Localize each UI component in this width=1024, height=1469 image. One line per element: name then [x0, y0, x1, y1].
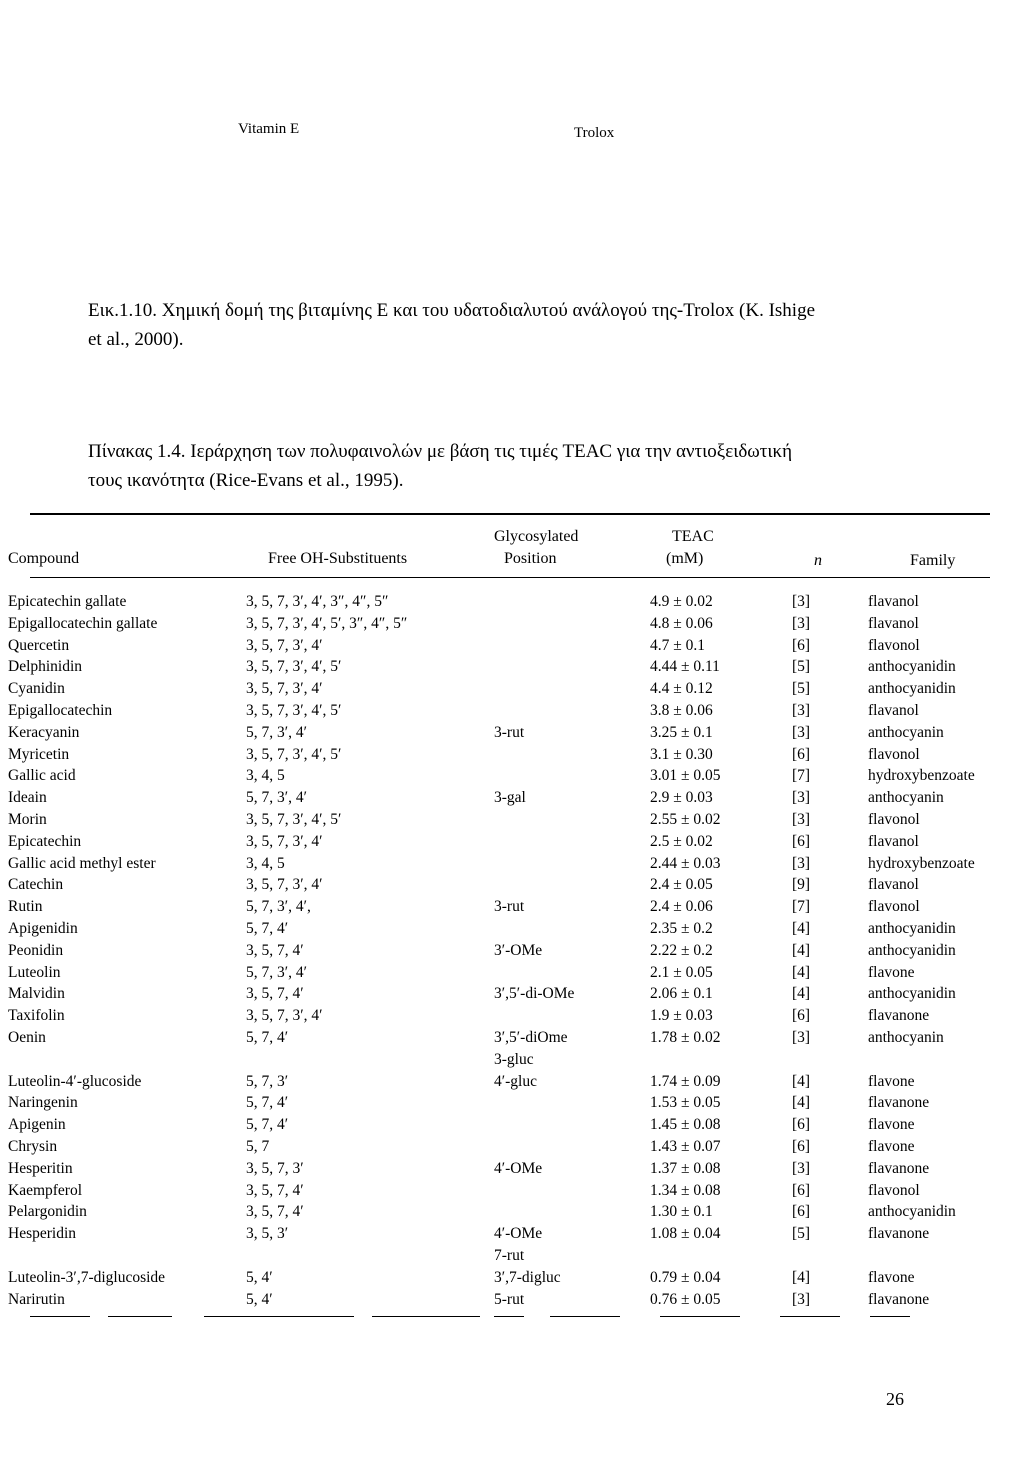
- family-cell: flavone: [868, 1138, 915, 1155]
- compound-cell: Luteolin-4′-glucoside: [8, 1072, 142, 1090]
- compound-cell: Naringenin: [8, 1094, 78, 1112]
- family-cell: flavone: [868, 963, 915, 981]
- free-oh-cell: 3, 5, 7, 3′, 4′, 5′: [246, 658, 342, 676]
- n-cell: [4]: [792, 920, 811, 937]
- teac-cell: 2.5 ± 0.02: [650, 832, 713, 850]
- table-caption-line-1: Πίνακας 1.4. Ιεράρχηση των πολυφαινολών με βάση τις τιμές TEAC για την αντιοξειδωτική: [88, 441, 793, 462]
- table-row: [0, 744, 1024, 765]
- compound-cell: Gallic acid: [8, 767, 76, 785]
- glycosylated-cell: 3-rut: [494, 723, 525, 741]
- n-cell: [3]: [792, 854, 811, 872]
- glycosylated-cell: 3′,5′-diOme: [494, 1029, 568, 1046]
- compound-cell: Cyanidin: [8, 680, 65, 698]
- table-row: [0, 1180, 1024, 1201]
- compound-cell: Chrysin: [8, 1138, 58, 1155]
- table-row: [0, 635, 1024, 656]
- free-oh-cell: 5, 7, 3′: [246, 1072, 289, 1090]
- teac-cell: 3.1 ± 0.30: [650, 745, 713, 763]
- family-cell: flavone: [868, 1116, 915, 1134]
- glycosylated-cell: 7-rut: [494, 1247, 525, 1264]
- free-oh-cell: 5, 7, 3′, 4′: [246, 963, 308, 981]
- table-row: [0, 722, 1024, 743]
- free-oh-cell: 5, 7, 4′: [246, 1029, 289, 1046]
- free-oh-cell: 3, 5, 7, 4′: [246, 985, 304, 1003]
- teac-cell: 0.76 ± 0.05: [650, 1290, 721, 1308]
- teac-cell: 1.08 ± 0.04: [650, 1225, 721, 1243]
- teac-cell: 1.53 ± 0.05: [650, 1094, 721, 1112]
- teac-cell: 2.4 ± 0.05: [650, 876, 713, 894]
- table-row: [0, 1005, 1024, 1026]
- header-teac: TEAC: [672, 528, 714, 545]
- teac-cell: 1.78 ± 0.02: [650, 1029, 721, 1046]
- compound-cell: Ideain: [8, 789, 47, 807]
- family-cell: flavanone: [868, 1007, 930, 1025]
- family-cell: anthocyanidin: [868, 920, 956, 937]
- free-oh-cell: 5, 7, 4′: [246, 920, 289, 937]
- teac-cell: 0.79 ± 0.04: [650, 1268, 721, 1286]
- compound-cell: Luteolin: [8, 963, 61, 981]
- compound-cell: Catechin: [8, 876, 64, 894]
- n-cell: [3]: [792, 1029, 811, 1046]
- bottom-rule-segment: [372, 1316, 480, 1317]
- bottom-rule-segment: [780, 1316, 840, 1317]
- bottom-rule-segment: [108, 1316, 172, 1317]
- n-cell: [4]: [792, 1072, 811, 1090]
- n-cell: [3]: [792, 789, 811, 807]
- teac-cell: 2.44 ± 0.03: [650, 854, 721, 872]
- free-oh-cell: 3, 5, 7, 4′: [246, 941, 304, 959]
- family-cell: flavanone: [868, 1290, 930, 1308]
- table-row: [0, 853, 1024, 874]
- free-oh-cell: 3, 5, 7, 3′, 4′: [246, 1007, 323, 1025]
- table-row: [0, 1158, 1024, 1179]
- teac-cell: 2.06 ± 0.1: [650, 985, 713, 1003]
- compound-cell: Epicatechin: [8, 832, 82, 850]
- free-oh-cell: 3, 5, 7, 3′, 4′, 5′: [246, 702, 342, 719]
- compound-cell: Myricetin: [8, 745, 70, 763]
- free-oh-cell: 5, 4′: [246, 1268, 273, 1286]
- n-cell: [3]: [792, 1159, 811, 1177]
- n-cell: [5]: [792, 680, 811, 698]
- table-row: [0, 918, 1024, 939]
- family-cell: flavonol: [868, 811, 920, 828]
- compound-cell: Rutin: [8, 898, 43, 916]
- bottom-rule-segment: [870, 1316, 910, 1317]
- header-family: Family: [910, 552, 956, 569]
- family-cell: hydroxybenzoate: [868, 767, 975, 785]
- teac-cell: 1.30 ± 0.1: [650, 1203, 713, 1221]
- table-row: [0, 700, 1024, 721]
- table-row: [0, 1071, 1024, 1092]
- free-oh-cell: 5, 7: [246, 1138, 270, 1155]
- teac-cell: 1.9 ± 0.03: [650, 1007, 713, 1025]
- compound-cell: Taxifolin: [8, 1007, 65, 1025]
- family-cell: anthocyanidin: [868, 680, 956, 698]
- n-cell: [6]: [792, 1181, 811, 1199]
- bottom-rule-segment: [30, 1316, 90, 1317]
- table-row: [0, 1223, 1024, 1244]
- table-caption-line-2: τους ικανότητα (Rice-Evans et al., 1995).: [88, 470, 404, 491]
- compound-cell: Malvidin: [8, 985, 65, 1003]
- header-position: Position: [504, 550, 557, 567]
- glycosylated-cell: 4′-OMe: [494, 1225, 543, 1243]
- family-cell: anthocyanidin: [868, 658, 956, 676]
- glycosylated-cell: 3-rut: [494, 898, 525, 916]
- table-row: [0, 1114, 1024, 1135]
- table-row: [0, 940, 1024, 961]
- table-header-rule: [30, 577, 990, 578]
- n-cell: [6]: [792, 636, 811, 654]
- table-row: [0, 678, 1024, 699]
- table-row: [0, 1136, 1024, 1157]
- compound-cell: Luteolin-3′,7-diglucoside: [8, 1268, 166, 1286]
- teac-cell: 3.25 ± 0.1: [650, 723, 713, 741]
- trolox-label: Trolox: [574, 125, 615, 141]
- bottom-rule-segment: [550, 1316, 620, 1317]
- n-cell: [6]: [792, 1116, 811, 1134]
- table-top-rule: [30, 513, 990, 515]
- header-compound: Compound: [8, 550, 80, 567]
- glycosylated-cell: 4′-OMe: [494, 1159, 543, 1177]
- free-oh-cell: 3, 5, 7, 3′, 4′: [246, 876, 323, 894]
- compound-cell: Gallic acid methyl ester: [8, 854, 156, 872]
- family-cell: anthocyanin: [868, 723, 944, 741]
- table-row: [0, 809, 1024, 830]
- table-row: [0, 613, 1024, 634]
- bottom-rule-segment: [660, 1316, 740, 1317]
- glycosylated-cell: 3′,7-digluc: [494, 1268, 561, 1286]
- family-cell: flavonol: [868, 1181, 920, 1199]
- free-oh-cell: 3, 5, 7, 3′, 4′: [246, 832, 323, 850]
- compound-cell: Hesperidin: [8, 1225, 77, 1243]
- bottom-rule-segment: [494, 1316, 524, 1317]
- table-row: [0, 896, 1024, 917]
- figure-caption: [88, 296, 815, 354]
- compound-cell: Epigallocatechin gallate: [8, 614, 158, 632]
- teac-cell: 4.44 ± 0.11: [650, 658, 720, 676]
- family-cell: flavone: [868, 1268, 915, 1286]
- n-cell: [4]: [792, 1094, 811, 1112]
- n-cell: [3]: [792, 723, 811, 741]
- n-cell: [6]: [792, 1203, 811, 1221]
- glycosylated-cell: 3′-OMe: [494, 941, 543, 959]
- teac-cell: 2.55 ± 0.02: [650, 811, 721, 828]
- header-teac-unit: (mM): [666, 550, 704, 567]
- free-oh-cell: 3, 5, 7, 3′: [246, 1159, 304, 1177]
- n-cell: [4]: [792, 985, 811, 1003]
- compound-cell: Epicatechin gallate: [8, 593, 127, 610]
- table-row: [0, 1201, 1024, 1222]
- family-cell: anthocyanidin: [868, 1203, 956, 1221]
- teac-cell: 4.4 ± 0.12: [650, 680, 713, 698]
- n-cell: [7]: [792, 767, 811, 785]
- family-cell: flavanone: [868, 1225, 930, 1243]
- n-cell: [3]: [792, 593, 811, 610]
- table-row: [0, 765, 1024, 786]
- family-cell: flavanol: [868, 832, 919, 850]
- n-cell: [7]: [792, 898, 811, 916]
- table-row: [0, 962, 1024, 983]
- free-oh-cell: 3, 5, 7, 4′: [246, 1181, 304, 1199]
- family-cell: flavanol: [868, 876, 919, 894]
- free-oh-cell: 3, 5, 7, 3′, 4′, 3″, 4″, 5″: [246, 593, 389, 610]
- header-free-oh: Free OH-Substituents: [268, 550, 408, 567]
- free-oh-cell: 3, 5, 7, 3′, 4′: [246, 636, 323, 654]
- teac-cell: 4.9 ± 0.02: [650, 593, 713, 610]
- table-row: [0, 591, 1024, 612]
- free-oh-cell: 5, 7, 3′, 4′: [246, 789, 308, 807]
- glycosylated-cell: 5-rut: [494, 1290, 525, 1308]
- free-oh-cell: 3, 5, 7, 3′, 4′, 5′, 3″, 4″, 5″: [246, 614, 408, 632]
- glycosylated-cell: 3-gluc: [494, 1050, 534, 1068]
- free-oh-cell: 5, 7, 3′, 4′,: [246, 898, 311, 916]
- teac-cell: 2.4 ± 0.06: [650, 898, 713, 916]
- table-row: [0, 656, 1024, 677]
- free-oh-cell: 5, 4′: [246, 1290, 273, 1308]
- compound-cell: Morin: [8, 811, 47, 828]
- table-row: [0, 983, 1024, 1004]
- compound-cell: Narirutin: [8, 1290, 65, 1308]
- compound-cell: Pelargonidin: [8, 1203, 87, 1221]
- vitamin-e-label: Vitamin E: [238, 121, 300, 137]
- bottom-rule-segment: [204, 1316, 354, 1317]
- teac-cell: 2.1 ± 0.05: [650, 963, 713, 981]
- table-row: [0, 1092, 1024, 1113]
- compound-cell: Keracyanin: [8, 723, 80, 741]
- table-caption: [88, 437, 792, 495]
- table-row: [0, 1049, 1024, 1070]
- free-oh-cell: 3, 4, 5: [246, 767, 285, 785]
- n-cell: [5]: [792, 1225, 811, 1243]
- header-glycosylated: Glycosylated: [494, 528, 579, 545]
- compound-cell: Quercetin: [8, 636, 70, 654]
- n-cell: [6]: [792, 832, 811, 850]
- n-cell: [4]: [792, 941, 811, 959]
- compound-cell: Hesperitin: [8, 1159, 73, 1177]
- teac-cell: 1.45 ± 0.08: [650, 1116, 721, 1134]
- n-cell: [9]: [792, 876, 811, 894]
- n-cell: [4]: [792, 963, 811, 981]
- header-n: n: [814, 552, 822, 569]
- family-cell: flavonol: [868, 636, 920, 654]
- family-cell: flavanol: [868, 614, 919, 632]
- free-oh-cell: 3, 5, 7, 4′: [246, 1203, 304, 1221]
- family-cell: anthocyanidin: [868, 985, 956, 1003]
- n-cell: [6]: [792, 1138, 811, 1155]
- family-cell: anthocyanin: [868, 1029, 944, 1046]
- table-row: [0, 1245, 1024, 1266]
- compound-cell: Kaempferol: [8, 1181, 83, 1199]
- n-cell: [3]: [792, 811, 811, 828]
- free-oh-cell: 5, 7, 4′: [246, 1094, 289, 1112]
- free-oh-cell: 3, 5, 7, 3′, 4′, 5′: [246, 745, 342, 763]
- teac-cell: 1.37 ± 0.08: [650, 1159, 721, 1177]
- table-row: [0, 1289, 1024, 1310]
- compound-cell: Peonidin: [8, 941, 64, 959]
- teac-cell: 1.43 ± 0.07: [650, 1138, 721, 1155]
- compound-cell: Apigenin: [8, 1116, 66, 1134]
- family-cell: flavanol: [868, 593, 919, 610]
- teac-cell: 3.01 ± 0.05: [650, 767, 721, 785]
- n-cell: [4]: [792, 1268, 811, 1286]
- free-oh-cell: 3, 5, 3′: [246, 1225, 289, 1243]
- family-cell: flavone: [868, 1072, 915, 1090]
- compound-cell: Oenin: [8, 1029, 46, 1046]
- family-cell: flavanol: [868, 702, 919, 719]
- n-cell: [6]: [792, 1007, 811, 1025]
- glycosylated-cell: 3′,5′-di-OMe: [494, 985, 575, 1003]
- free-oh-cell: 5, 7, 3′, 4′: [246, 723, 308, 741]
- table-row: [0, 1267, 1024, 1288]
- teac-cell: 1.34 ± 0.08: [650, 1181, 721, 1199]
- compound-cell: Epigallocatechin: [8, 702, 113, 719]
- table-row: [0, 787, 1024, 808]
- teac-cell: 2.9 ± 0.03: [650, 789, 713, 807]
- teac-cell: 2.35 ± 0.2: [650, 920, 713, 937]
- n-cell: [6]: [792, 745, 811, 763]
- family-cell: flavonol: [868, 745, 920, 763]
- teac-cell: 4.8 ± 0.06: [650, 614, 713, 632]
- free-oh-cell: 3, 5, 7, 3′, 4′, 5′: [246, 811, 342, 828]
- n-cell: [3]: [792, 702, 811, 719]
- family-cell: anthocyanidin: [868, 941, 956, 959]
- glycosylated-cell: 4′-gluc: [494, 1072, 537, 1090]
- free-oh-cell: 5, 7, 4′: [246, 1116, 289, 1134]
- teac-cell: 2.22 ± 0.2: [650, 941, 713, 959]
- teac-cell: 1.74 ± 0.09: [650, 1072, 721, 1090]
- glycosylated-cell: 3-gal: [494, 789, 526, 807]
- teac-cell: 4.7 ± 0.1: [650, 636, 706, 654]
- compound-cell: Apigenidin: [8, 920, 78, 937]
- table-row: [0, 874, 1024, 895]
- family-cell: flavanone: [868, 1094, 930, 1112]
- family-cell: flavonol: [868, 898, 920, 916]
- free-oh-cell: 3, 4, 5: [246, 854, 285, 872]
- teac-cell: 3.8 ± 0.06: [650, 702, 713, 719]
- family-cell: anthocyanin: [868, 789, 944, 807]
- family-cell: flavanone: [868, 1159, 930, 1177]
- n-cell: [5]: [792, 658, 811, 676]
- figure-caption-line-1: Εικ.1.10. Χημική δομή της βιταμίνης Ε και του υδατοδιαλυτού ανάλογού της-Trolox (K. Ishige: [88, 300, 816, 321]
- free-oh-cell: 3, 5, 7, 3′, 4′: [246, 680, 323, 698]
- table-row: [0, 1027, 1024, 1048]
- family-cell: hydroxybenzoate: [868, 854, 975, 872]
- n-cell: [3]: [792, 1290, 811, 1308]
- page-number: 26: [886, 1389, 904, 1409]
- compound-cell: Delphinidin: [8, 658, 83, 676]
- table-row: [0, 831, 1024, 852]
- figure-caption-line-2: et al., 2000).: [88, 329, 184, 350]
- n-cell: [3]: [792, 614, 811, 632]
